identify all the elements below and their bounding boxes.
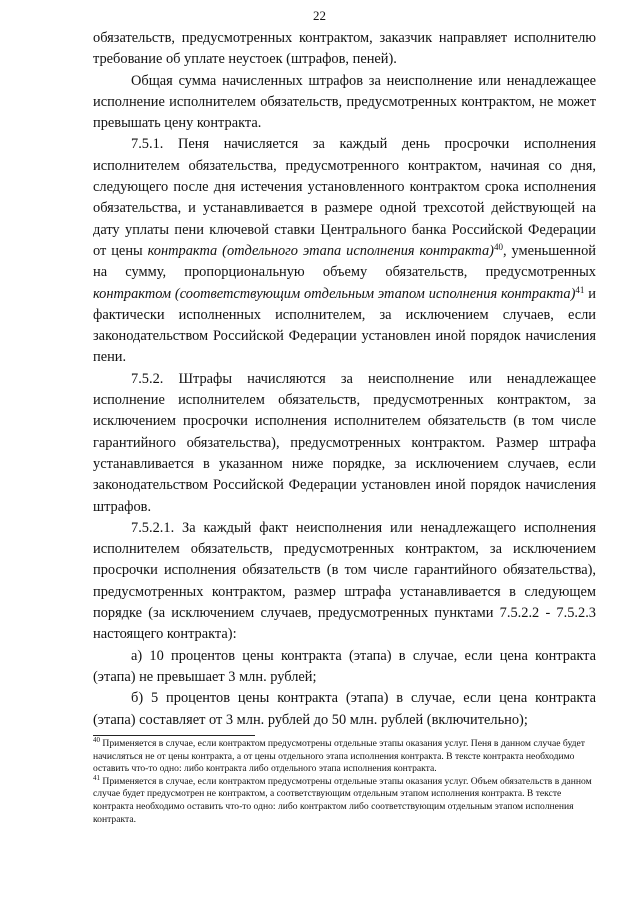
footnote-40 <box>93 738 596 776</box>
text-segment: и фактически исполненных исполнителем, за исключением случаев, если законодательством Российской Федерации установлен иной порядок начисления пени. <box>93 285 596 366</box>
list-item-b: б) 5 процентов цены контракта (этапа) в случае, если цена контракта (этапа) составляет от 3 млн. рублей до 50 млн. рублей (включительно); <box>93 690 596 728</box>
footnote-text: Применяется в случае, если контрактом предусмотрены отдельные этапы оказания услуг. Объем обязательств в данном случае будет предусмотрен не контрактом, а соответствующим отдельным этапом исполнения контракта. В тексте контракта необходимо оставить что-то одно: либо контрактом либо соответствующим отдельным этапом исполнения контракта. <box>93 775 592 825</box>
footnote-separator <box>93 735 255 736</box>
footnotes <box>93 738 596 826</box>
paragraph-total-fines: Общая сумма начисленных штрафов за неисполнение или ненадлежащее исполнение исполнителем обязательств, предусмотренных контрактом, не может превышать цену контракта. <box>93 72 596 132</box>
paragraph-7-5-1 <box>93 134 596 368</box>
footnote-text: Применяется в случае, если контрактом предусмотрены отдельные этапы оказания услуг. Пеня в данном случае будет начисляться не от цены контракта, а от цены отдельного этапа исполнения контракта. В тексте контракта необходимо оставить что-то одно: либо контракта либо отдельного этапа исполнения контракта. <box>93 738 585 775</box>
paragraph-7-5-2-1: 7.5.2.1. За каждый факт неисполнения или ненадлежащего исполнения исполнителем обязательств, предусмотренных контрактом, за исключением просрочки исполнения обязательств (в том числе гарантийного обязательства), предусмотренных контрактом, размер штрафа устанавливается в следующем порядке (за исключением случаев, предусмотренных пунктами 7.5.2.2 - 7.5.2.3 настоящего контракта): <box>93 519 596 643</box>
document-body <box>93 28 596 731</box>
footnote-41 <box>93 773 596 826</box>
text-segment: 7.5.1. Пеня начисляется за каждый день просрочки исполнения исполнителем обязательства, предусмотренного контрактом, начиная со дня, следующего после дня истечения установленного контрактом срока исполнения обязательства, и устанавливается в размере одной трехсотой действующей на дату уплаты пени ключевой ставки Центрального банка Российской Федерации от цены <box>93 136 596 259</box>
footnote-number: 40 <box>93 736 100 744</box>
italic-segment: контрактом (соответствующим отдельным этапом исполнения контракта) <box>93 285 576 302</box>
text-segment: , уменьшенной на сумму, пропорциональную объему обязательств, предусмотренных <box>93 242 596 281</box>
footnote-ref-40: 40 <box>493 241 503 252</box>
footnote-ref-41: 41 <box>575 284 585 295</box>
italic-segment: контракта (отдельного этапа исполнения контракта) <box>147 242 494 259</box>
paragraph-continuation: обязательств, предусмотренных контрактом, заказчик направляет исполнителю требование об уплате неустоек (штрафов, пеней). <box>93 30 596 68</box>
footnote-number: 41 <box>93 773 100 782</box>
list-item-a: а) 10 процентов цены контракта (этапа) в случае, если цена контракта (этапа) не превышает 3 млн. рублей; <box>93 647 596 685</box>
page-number: 22 <box>313 8 326 23</box>
paragraph-7-5-2: 7.5.2. Штрафы начисляются за неисполнение или ненадлежащее исполнение исполнителем обязательств, предусмотренных контрактом, за исключением просрочки исполнения исполнителем обязательств (в том числе гарантийного обязательства), предусмотренных контрактом. Размер штрафа устанавливается в указанном ниже порядке, за исключением случаев, если законодательством Российской Федерации установлен иной порядок начисления штрафов. <box>93 370 596 515</box>
